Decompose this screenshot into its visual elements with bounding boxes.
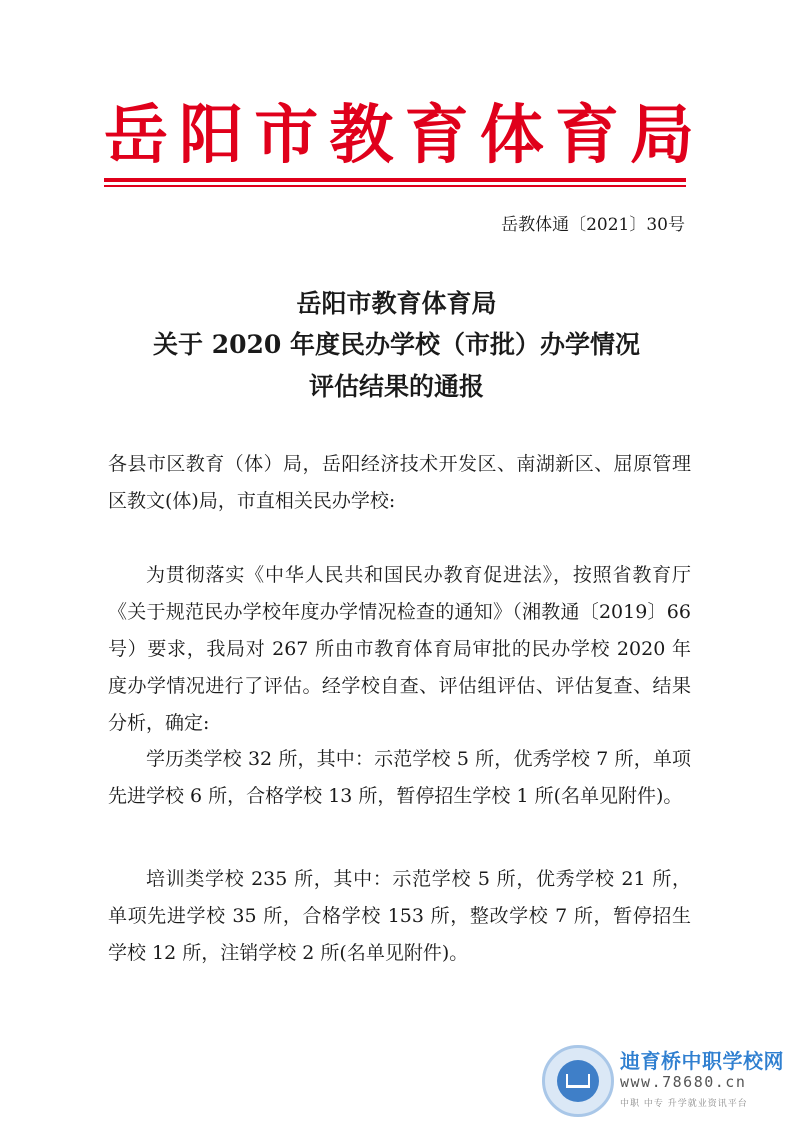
body-paragraph-1: 为贯彻落实《中华人民共和国民办教育促进法》，按照省教育厅《关于规范民办学校年度办学情况检查的通知》（湘教通〔2019〕66号）要求，我局对 267 所由市教育体育局审批的民办学校 2020 年度办学情况进行了评估。经学校自查、评估组评估、评估复查、结果分析，确定:	[108, 564, 691, 734]
document-title-line-2: 关于 2020 年度民办学校（市批）办学情况	[153, 330, 640, 359]
document-title-line-3: 评估结果的通报	[308, 372, 484, 401]
watermark-site-name: 迪育桥中职学校网	[620, 1049, 784, 1073]
watermark-tagline: 中职 中专 升学就业资讯平台	[620, 1099, 748, 1109]
document-number: 岳教体通〔2021〕30号	[501, 215, 685, 235]
masthead-red-rule-thin	[104, 185, 686, 187]
watermark-url: www.78680.cn	[620, 1073, 747, 1091]
masthead-org-name: 岳阳市教育体育局	[104, 99, 694, 173]
school-logo-icon	[542, 1045, 614, 1117]
masthead-red-rule-thick	[104, 178, 686, 182]
body-paragraph-3: 培训类学校 235 所，其中：示范学校 5 所，优秀学校 21 所，单项先进学校 35 所，合格学校 153 所，整改学校 7 所，暂停招生学校 12 所，注销学校 2 所(名单见附件)。	[108, 868, 691, 964]
site-watermark	[540, 1043, 790, 1119]
body-paragraph-2: 学历类学校 32 所，其中：示范学校 5 所，优秀学校 7 所，单项先进学校 6 所，合格学校 13 所，暂停招生学校 1 所(名单见附件)。	[108, 748, 691, 807]
document-title-line-1: 岳阳市教育体育局	[296, 289, 497, 318]
salutation: 各县市区教育（体）局，岳阳经济技术开发区、南湖新区、屈原管理区教文(体)局，市直相关民办学校:	[108, 453, 691, 512]
